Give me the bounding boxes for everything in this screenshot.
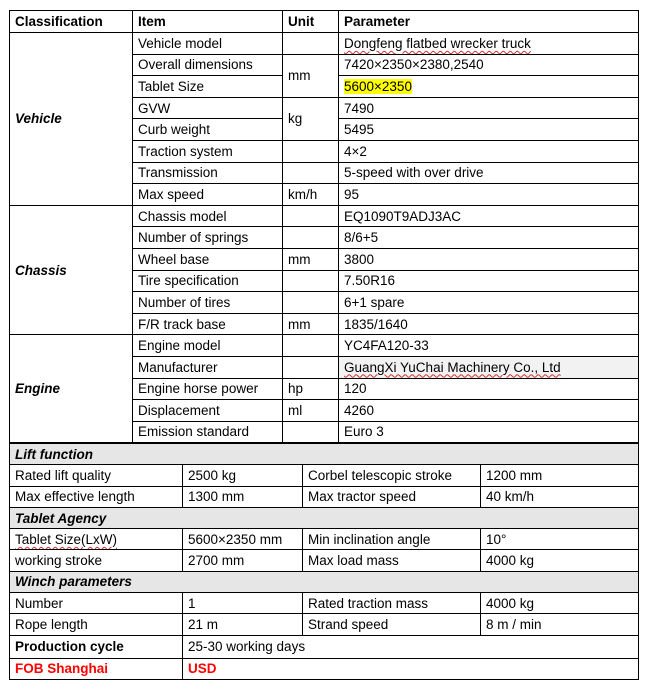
label-cell: Rope length <box>10 614 183 635</box>
parameter-cell: 1835/1640 <box>339 313 639 335</box>
label-cell: Strand speed <box>303 614 481 635</box>
unit-cell <box>283 335 339 357</box>
label-cell: Rated lift quality <box>10 465 183 486</box>
parameter-cell: 95 <box>339 184 639 206</box>
unit-cell <box>283 421 339 443</box>
table-row <box>10 33 639 55</box>
table-row <box>10 658 639 679</box>
label-cell: Rated traction mass <box>303 593 481 614</box>
header-parameter: Parameter <box>339 11 639 33</box>
item-cell: Number of springs <box>133 227 283 249</box>
table-row <box>10 205 639 227</box>
header-classification: Classification <box>10 11 133 33</box>
unit-cell: mm <box>283 54 339 97</box>
table-row <box>10 486 639 507</box>
label-cell: Number <box>10 593 183 614</box>
value-cell: 5600×2350 mm <box>183 529 303 550</box>
unit-cell: kg <box>283 97 339 140</box>
group-label-chassis: Chassis <box>10 205 133 335</box>
item-cell: Max speed <box>133 184 283 206</box>
parameter-cell <box>339 33 639 55</box>
label-cell: Max load mass <box>303 550 481 571</box>
unit-cell <box>283 270 339 292</box>
item-cell: Emission standard <box>133 421 283 443</box>
value-cell: 2500 kg <box>183 465 303 486</box>
value-cell: 40 km/h <box>481 486 639 507</box>
parameter-cell <box>339 356 639 378</box>
label-cell: Min inclination angle <box>303 529 481 550</box>
production-cycle-label: Production cycle <box>10 635 183 658</box>
table-row <box>10 614 639 635</box>
unit-cell <box>283 205 339 227</box>
parameter-cell: 7.50R16 <box>339 270 639 292</box>
highlighted-parameter: 5600×2350 <box>344 78 412 94</box>
item-cell: Wheel base <box>133 248 283 270</box>
value-cell: 1 <box>183 593 303 614</box>
item-cell: Curb weight <box>133 119 283 141</box>
label-cell <box>10 529 183 550</box>
table-row <box>10 335 639 357</box>
item-cell: Tablet Size <box>133 76 283 98</box>
unit-cell <box>283 162 339 184</box>
label-cell: working stroke <box>10 550 183 571</box>
item-cell: Engine horse power <box>133 378 283 400</box>
parameter-cell: Euro 3 <box>339 421 639 443</box>
parameter-cell: 8/6+5 <box>339 227 639 249</box>
unit-cell: ml <box>283 400 339 422</box>
unit-cell: hp <box>283 378 339 400</box>
spec-table-functions <box>9 443 639 680</box>
production-cycle-value: 25-30 working days <box>183 635 639 658</box>
parameter-text: GuangXi YuChai Machinery Co., Ltd <box>344 359 561 375</box>
unit-cell <box>283 33 339 55</box>
item-cell: Manufacturer <box>133 356 283 378</box>
group-label-vehicle: Vehicle <box>10 33 133 206</box>
label-cell: Max tractor speed <box>303 486 481 507</box>
value-cell: 8 m / min <box>481 614 639 635</box>
unit-cell <box>283 356 339 378</box>
parameter-cell <box>339 76 639 98</box>
table-row <box>10 593 639 614</box>
table-row <box>10 635 639 658</box>
label-cell: Corbel telescopic stroke <box>303 465 481 486</box>
item-cell: Tire specification <box>133 270 283 292</box>
unit-cell <box>283 140 339 162</box>
item-cell: Overall dimensions <box>133 54 283 76</box>
unit-cell <box>283 292 339 314</box>
parameter-cell: 120 <box>339 378 639 400</box>
item-cell: Displacement <box>133 400 283 422</box>
value-cell: 4000 kg <box>481 550 639 571</box>
parameter-cell: 4×2 <box>339 140 639 162</box>
group-label-engine: Engine <box>10 335 133 443</box>
section-header-row <box>10 444 639 465</box>
value-cell: 10° <box>481 529 639 550</box>
table-row <box>10 550 639 571</box>
value-cell: 1300 mm <box>183 486 303 507</box>
parameter-cell: 3800 <box>339 248 639 270</box>
parameter-cell: 7490 <box>339 97 639 119</box>
table-header-row <box>10 11 639 33</box>
value-cell: 2700 mm <box>183 550 303 571</box>
label-cell: Max effective length <box>10 486 183 507</box>
header-unit: Unit <box>283 11 339 33</box>
label-text: Tablet Size(LxW) <box>15 531 118 547</box>
item-cell: Transmission <box>133 162 283 184</box>
section-header-row <box>10 507 639 528</box>
parameter-cell: 5-speed with over drive <box>339 162 639 184</box>
unit-cell: km/h <box>283 184 339 206</box>
parameter-cell: 5495 <box>339 119 639 141</box>
unit-cell: mm <box>283 248 339 270</box>
table-row <box>10 465 639 486</box>
section-title-lift: Lift function <box>10 444 639 465</box>
unit-cell <box>283 227 339 249</box>
parameter-cell: 6+1 spare <box>339 292 639 314</box>
value-cell: 1200 mm <box>481 465 639 486</box>
parameter-text: Dongfeng flatbed wrecker truck <box>344 35 531 51</box>
section-header-row <box>10 571 639 592</box>
item-cell: Chassis model <box>133 205 283 227</box>
value-cell: 4000 kg <box>481 593 639 614</box>
section-title-winch: Winch parameters <box>10 571 639 592</box>
parameter-cell: 4260 <box>339 400 639 422</box>
parameter-cell: 7420×2350×2380,2540 <box>339 54 639 76</box>
table-row <box>10 529 639 550</box>
item-cell: Number of tires <box>133 292 283 314</box>
spec-table-vehicle-chassis-engine <box>9 10 639 443</box>
item-cell: GVW <box>133 97 283 119</box>
item-cell: Vehicle model <box>133 33 283 55</box>
parameter-cell: YC4FA120-33 <box>339 335 639 357</box>
item-cell: Traction system <box>133 140 283 162</box>
item-cell: Engine model <box>133 335 283 357</box>
section-title-tablet: Tablet Agency <box>10 507 639 528</box>
unit-cell: mm <box>283 313 339 335</box>
parameter-cell: EQ1090T9ADJ3AC <box>339 205 639 227</box>
item-cell: F/R track base <box>133 313 283 335</box>
value-cell: 21 m <box>183 614 303 635</box>
header-item: Item <box>133 11 283 33</box>
fob-value: USD <box>183 658 639 679</box>
fob-label: FOB Shanghai <box>10 658 183 679</box>
